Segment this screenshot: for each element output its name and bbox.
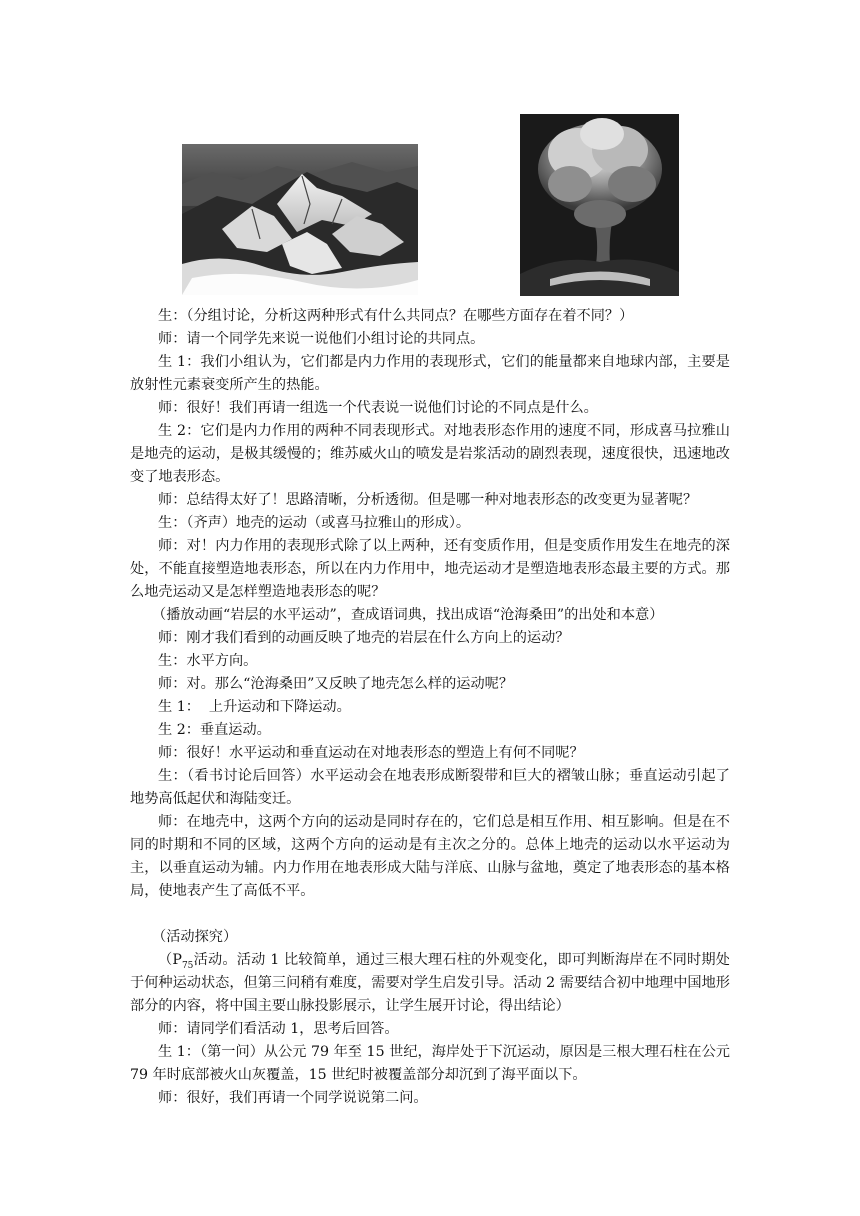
paragraph-p5: 生 2：它们是内力作用的两种不同表现形式。对地表形态作用的速度不同，形成喜马拉雅山是地壳的运动，是极其缓慢的；维苏威火山的喷发是岩浆活动的剧烈表现，速度很快，迅速地改变了地表形态。 xyxy=(130,423,730,485)
paragraph-p6: 师：总结得太好了！思路清晰，分析透彻。但是哪一种对地表形态的改变更为显著呢？ xyxy=(158,492,698,508)
paragraph-p14: 生 2：垂直运动。 xyxy=(158,722,271,738)
paragraph-p3: 生 1：我们小组认为，它们都是内力作用的表现形式，它们的能量都来自地球内部，主要是放射性元素衰变所产生的热能。 xyxy=(130,354,730,393)
paragraph-p21: 生 1：（第一问）从公元 79 年至 15 世纪，海岸处于下沉运动，原因是三根大理石柱在公元 79 年时底部被火山灰覆盖，15 世纪时被覆盖部分却沉到了海平面以下。 xyxy=(130,1044,730,1083)
page-subscript: 75 xyxy=(181,960,194,971)
paragraph-p7: 生：（齐声）地壳的运动（或喜马拉雅山的形成）。 xyxy=(158,515,471,531)
paragraph-p17: 师：在地壳中，这两个方向的运动是同时存在的，它们总是相互作用、相互影响。但是在不同的时期和不同的区域，这两个方向的运动是有主次之分的。总体上地壳的运动以水平运动为主，以垂直运动为辅。内力作用在地表形成大陆与洋底、山脉与盆地，奠定了地表形态的基本格局，使地表产生了高低不平。 xyxy=(130,814,730,899)
paragraph-p11: 生：水平方向。 xyxy=(158,653,258,669)
paragraph-p1: 生：（分组讨论，分析这两种形式有什么共同点？在哪些方面存在着不同？） xyxy=(158,308,634,324)
paragraph-p8: 师：对！内力作用的表现形式除了以上两种，还有变质作用，但是变质作用发生在地壳的深处，不能直接塑造地表形态，所以在内力作用中，地壳运动才是塑造地表形态最主要的方式。那么地壳运动又是怎样塑造地表形态的呢？ xyxy=(130,538,730,600)
paragraph-p16: 生：（看书讨论后回答）水平运动会在地表形成断裂带和巨大的褶皱山脉；垂直运动引起了地势高低起伏和海陆变迁。 xyxy=(130,768,730,807)
paragraph-spacer xyxy=(130,903,730,926)
paragraph-p12: 师：对。那么“沧海桑田”又反映了地壳怎么样的运动呢？ xyxy=(158,676,514,692)
activity-note-open: （P xyxy=(158,952,182,968)
activity-note-body: 活动。活动 1 比较简单，通过三根大理石柱的外观变化，即可判断海岸在不同时期处于何种运动状态，但第三问稍有难度，需要对学生启发引导。活动 2 需要结合初中地理中国地形部分的内容，将中国主要山脉投影展示，让学生展开讨论，得出结论） xyxy=(130,952,730,1014)
paragraph-p20: 师：请同学们看活动 1，思考后回答。 xyxy=(158,1021,399,1037)
paragraph-p2: 师：请一个同学先来说一说他们小组讨论的共同点。 xyxy=(158,331,485,347)
paragraph-p4: 师：很好！我们再请一组选一个代表说一说他们讨论的不同点是什么。 xyxy=(158,400,598,416)
lesson-dialogue xyxy=(130,305,730,1110)
paragraph-p13: 生 1： 上升运动和下降运动。 xyxy=(158,699,351,715)
paragraph-p19 xyxy=(130,949,730,1018)
paragraph-p10: 师：刚才我们看到的动画反映了地壳的岩层在什么方向上的运动？ xyxy=(158,630,570,646)
volcano-eruption-photo xyxy=(520,114,679,296)
paragraph-p18: （活动探究） xyxy=(152,929,238,945)
paragraph-p15: 师：很好！水平运动和垂直运动在对地表形态的塑造上有何不同呢？ xyxy=(158,745,584,761)
paragraph-p9: （播放动画“岩层的水平运动”，查成语词典，找出成语“沧海桑田”的出处和本意） xyxy=(152,607,664,623)
himalaya-mountains-photo xyxy=(182,144,418,295)
paragraph-p22: 师：很好，我们再请一个同学说说第二问。 xyxy=(158,1090,428,1106)
